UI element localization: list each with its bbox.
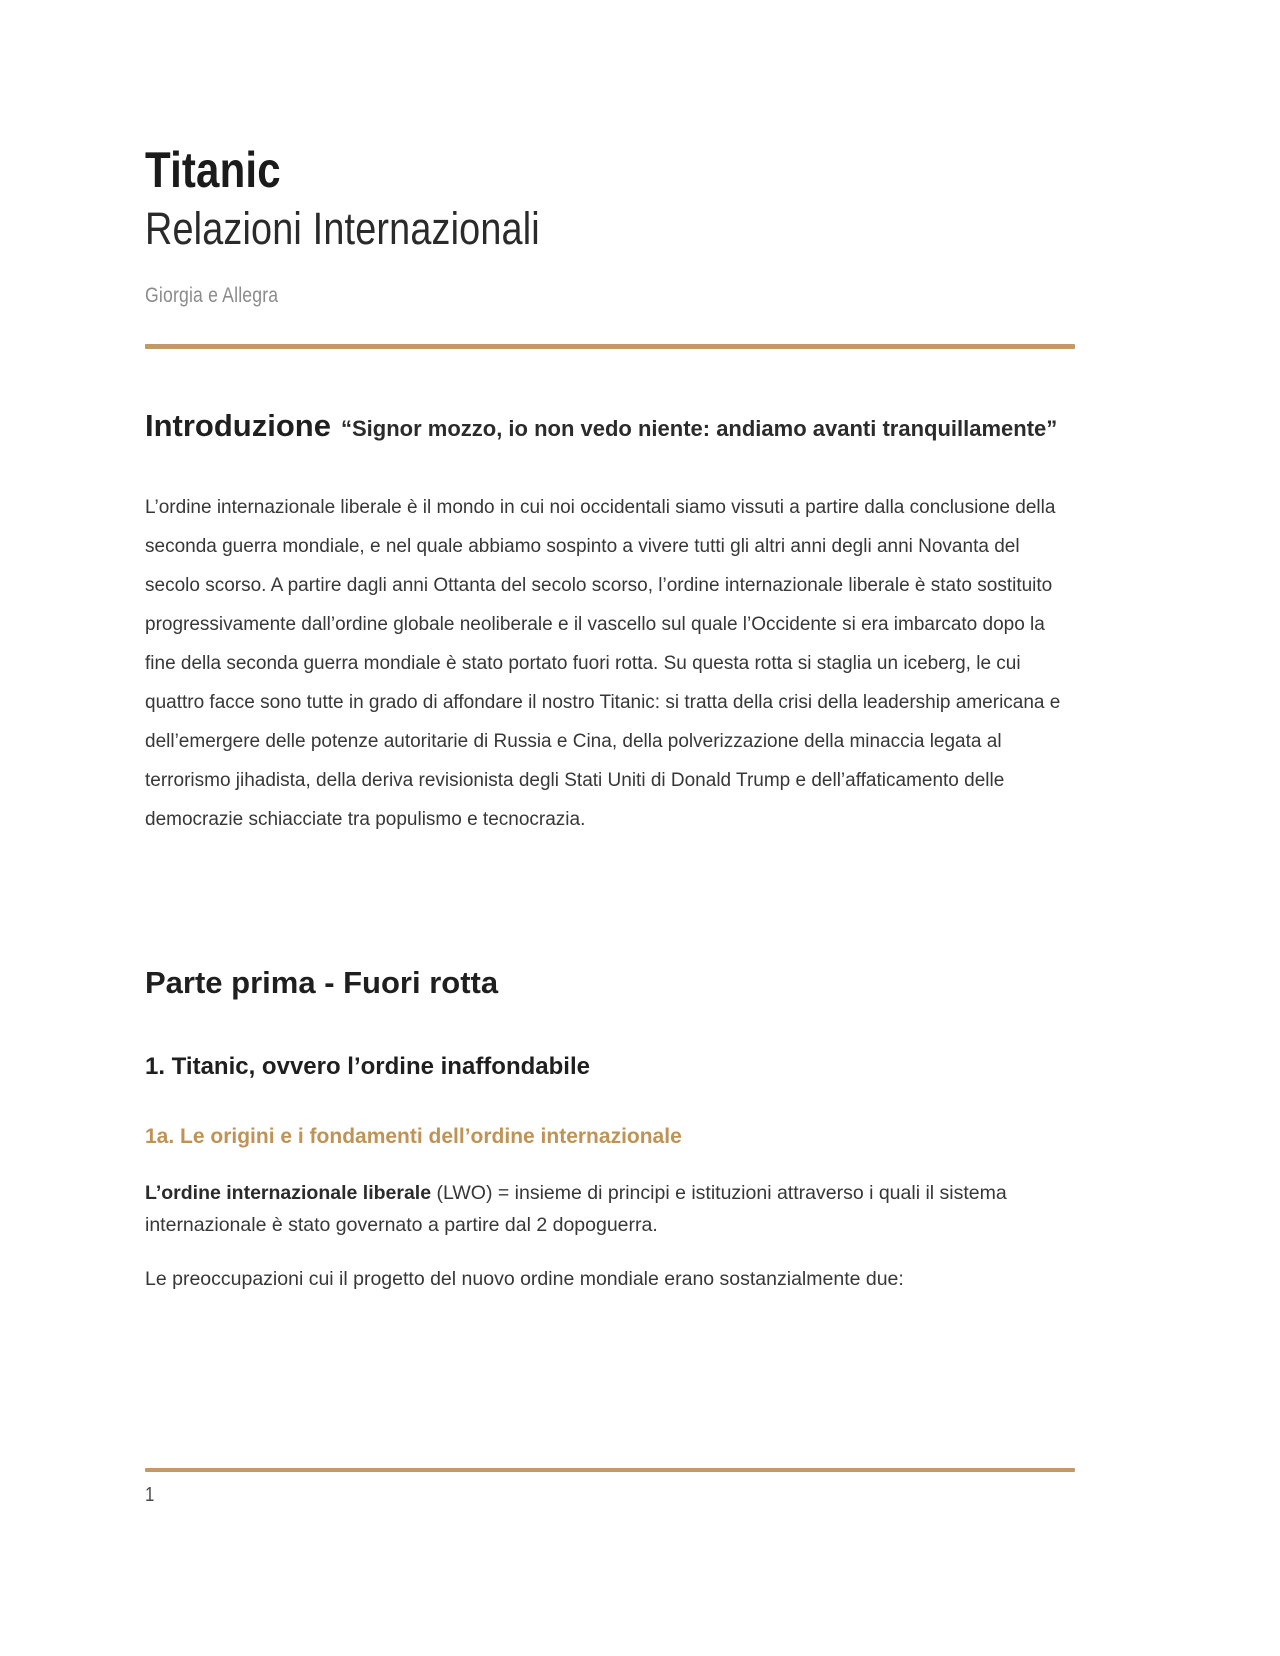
lwo-definition-bold-lead: L’ordine internazionale liberale [145, 1182, 432, 1205]
intro-heading [145, 401, 1075, 454]
document-title [145, 142, 1075, 198]
page-number-text: 1 [145, 1484, 155, 1506]
intro-paragraph: L’ordine internazionale liberale è il mondo in cui noi occidentali siamo vissuti a partire dalla conclusione della seconda guerra mondiale, e nel quale abbiamo sospinto a vivere tutti gli altri anni degli anni Novanta del secolo scorso. A partire dagli anni Ottanta del secolo scorso, l’ordine internazionale liberale è stato sostituito progressivamente dall’ordine globale neoliberale e il vascello sul quale l’Occidente si era imbarcato dopo la fine della seconda guerra mondiale è stato portato fuori rotta. Su questa rotta si staglia un iceberg, le cui quattro facce sono tutte in grado di affondare il nostro Titanic: si tratta della crisi della leadership americana e dell’emergere delle potenze autoritarie di Russia e Cina, della polverizzazione della minaccia legata al terrorismo jihadista, della deriva revisionista degli Stati Uniti di Donald Trump e dell’affaticamento delle democrazie schiacciate tra populismo e tecnocrazia. [145, 497, 1061, 831]
document-subtitle-text: Relazioni Internazionali [145, 203, 540, 254]
page-footer [145, 1468, 1075, 1507]
intro-heading-quote: “Signor mozzo, io non vedo niente: andiamo avanti tranquillamente” [340, 416, 1058, 442]
lwo-definition-paragraph [145, 1177, 1075, 1241]
page-number [145, 1484, 1075, 1507]
section-1-heading: 1. Titanic, ovvero l’ordine inaffondabile [145, 1053, 590, 1081]
document-subtitle [145, 204, 1075, 254]
author-line [145, 284, 1075, 308]
top-divider [145, 344, 1075, 349]
lwo-definition-rest: (LWO) = insieme di principi e istituzioni attraverso i quali il sistema internazionale è stato governato a partire dal 2 dopoguerra. [145, 1182, 1007, 1237]
subsection-1a-heading: 1a. Le origini e i fondamenti dell’ordine internazionale [145, 1125, 682, 1149]
document-title-text: Titanic [145, 142, 281, 198]
bottom-divider [145, 1468, 1075, 1472]
part-one-heading: Parte prima - Fuori rotta [145, 965, 499, 1001]
preoccupazioni-paragraph: Le preoccupazioni cui il progetto del nuovo ordine mondiale erano sostanzialmente due: [145, 1268, 904, 1291]
author-name: Giorgia e Allegra [145, 284, 279, 308]
intro-heading-title: Introduzione [145, 408, 331, 444]
